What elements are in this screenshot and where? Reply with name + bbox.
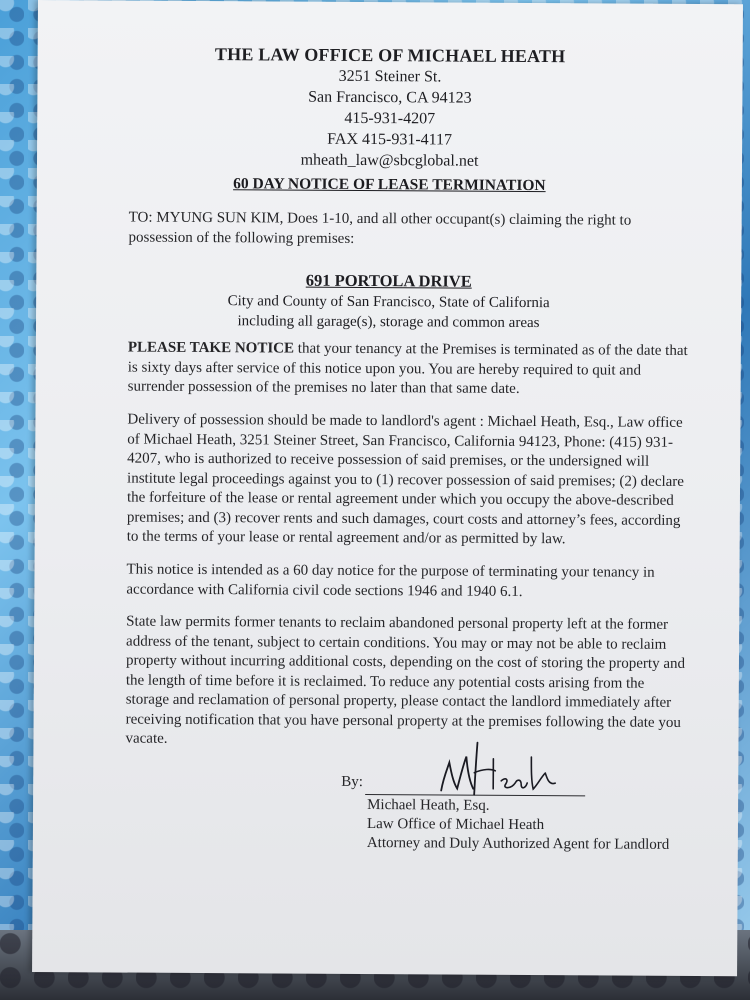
firm-phone: 415-931-4207 <box>344 109 436 128</box>
notice-paragraph <box>128 339 688 401</box>
premises-block <box>36 268 741 334</box>
signature-row <box>341 738 681 800</box>
intent-paragraph: This notice is intended as a 60 day notice for the purpose of terminating your tenancy in accordance with California civil code sections 1946 and 1940 6.1. <box>126 561 655 600</box>
firm-fax: FAX 415-931-4117 <box>327 130 453 149</box>
signer-details <box>367 796 670 855</box>
firm-city: San Francisco, CA 94123 <box>308 88 472 107</box>
firm-name: THE LAW OFFICE OF MICHAEL HEATH <box>214 44 566 67</box>
premises-street: 691 PORTOLA DRIVE <box>305 270 472 291</box>
notice-paper <box>32 0 743 976</box>
premises-line2: including all garage(s), storage and common areas <box>237 313 540 332</box>
notice-body: that your tenancy at the Premises is terminated as of the date that is sixty days after service of this notice upon you. You are hereby required to quit and surrender possession of the premises no later than that same date. <box>127 340 688 397</box>
firm-email: mheath_law@sbcglobal.net <box>300 151 479 170</box>
firm-street: 3251 Steiner St. <box>338 67 442 86</box>
to-paragraph: TO: MYUNG SUN KIM, Does 1-10, and all other occupant(s) claiming the right to possession of the following premises: <box>128 209 632 247</box>
signer-role: Attorney and Duly Authorized Agent for Landlord <box>366 835 670 853</box>
notice-lead: PLEASE TAKE NOTICE <box>127 339 295 357</box>
signature-block <box>341 738 681 853</box>
letterhead <box>37 42 743 173</box>
premises-line1: City and County of San Francisco, State of California <box>227 293 550 312</box>
signer-office: Law Office of Michael Heath <box>366 816 545 834</box>
by-label: By: <box>341 773 363 790</box>
notice-title: 60 DAY NOTICE OF LEASE TERMINATION <box>233 175 546 195</box>
delivery-paragraph: Delivery of possession should be made to landlord's agent : Michael Heath, Esq., Law office of Michael Heath, 3251 Steiner Street, San Francisco, California 94123, Phone: (415) 931-4207, who is authorized to receive possession of said premises, or the undersigned will institute legal proceedings against you to (1) recover possession of said premises; (2) declare the forfeiture of the lease or rental agreement under which you occupy the above-described premises; and (3) recover rents and such damages, court costs and attorney’s fees, according to the terms of your lease or rental agreement and/or as permitted by law. <box>126 411 685 548</box>
property-paragraph: State law permits former tenants to reclaim abandoned personal property left at the former address of the tenant, subject to certain conditions. You may or may not be able to reclaim property without incurring additional costs, depending on the cost of storing the property and the length of time before it is reclaimed. To reduce any potential costs arising from the storage and reclamation of personal property, please contact the landlord immediately after receiving notification that you have personal property at the premises following the date you vacate. <box>125 613 686 747</box>
handwritten-signature <box>433 738 563 799</box>
signer-name: Michael Heath, Esq. <box>367 797 490 814</box>
